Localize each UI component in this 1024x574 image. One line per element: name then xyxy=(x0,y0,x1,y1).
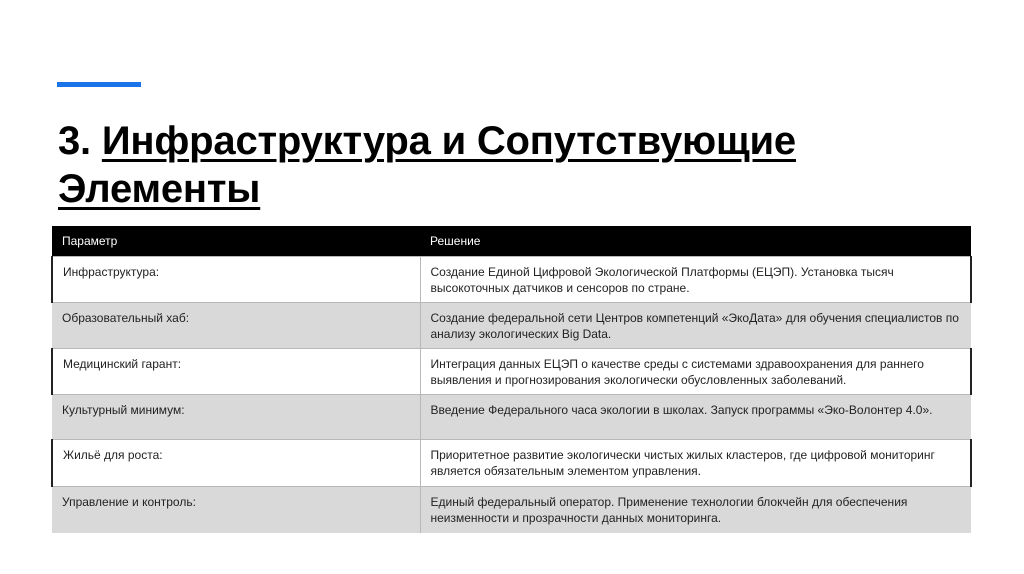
accent-bar xyxy=(57,82,141,87)
table-row xyxy=(52,395,971,440)
cell-parameter: Жильё для роста: xyxy=(52,440,420,487)
table-row xyxy=(52,303,971,349)
page-title xyxy=(58,117,958,213)
cell-solution: Создание Единой Цифровой Экологической Платформы (ЕЦЭП). Установка тысяч высокоточных датчиков и сенсоров по стране. xyxy=(420,257,971,303)
header-solution: Решение xyxy=(420,226,971,257)
cell-solution: Единый федеральный оператор. Применение технологии блокчейн для обеспечения неизменности и прозрачности данных мониторинга. xyxy=(420,487,971,534)
cell-parameter: Образовательный хаб: xyxy=(52,303,420,349)
table-header-row xyxy=(52,226,971,257)
table-row xyxy=(52,257,971,303)
cell-solution: Интеграция данных ЕЦЭП о качестве среды с системами здравоохранения для раннего выявления и прогнозирования экологически обусловленных заболеваний. xyxy=(420,349,971,395)
header-parameter: Параметр xyxy=(52,226,420,257)
parameters-table xyxy=(51,226,972,533)
table-row xyxy=(52,487,971,534)
title-number: 3. xyxy=(58,119,102,163)
cell-parameter: Инфраструктура: xyxy=(52,257,420,303)
table-row xyxy=(52,349,971,395)
title-text-line2: Элементы xyxy=(58,167,261,211)
cell-solution: Создание федеральной сети Центров компетенций «ЭкоДата» для обучения специалистов по анализу экологических Big Data. xyxy=(420,303,971,349)
cell-solution: Приоритетное развитие экологически чистых жилых кластеров, где цифровой мониторинг является обязательным элементом управления. xyxy=(420,440,971,487)
cell-solution: Введение Федерального часа экологии в школах. Запуск программы «Эко-Волонтер 4.0». xyxy=(420,395,971,440)
cell-parameter: Культурный минимум: xyxy=(52,395,420,440)
cell-parameter: Управление и контроль: xyxy=(52,487,420,534)
cell-parameter: Медицинский гарант: xyxy=(52,349,420,395)
table-row xyxy=(52,440,971,487)
title-text-line1: Инфраструктура и Сопутствующие xyxy=(101,119,796,163)
